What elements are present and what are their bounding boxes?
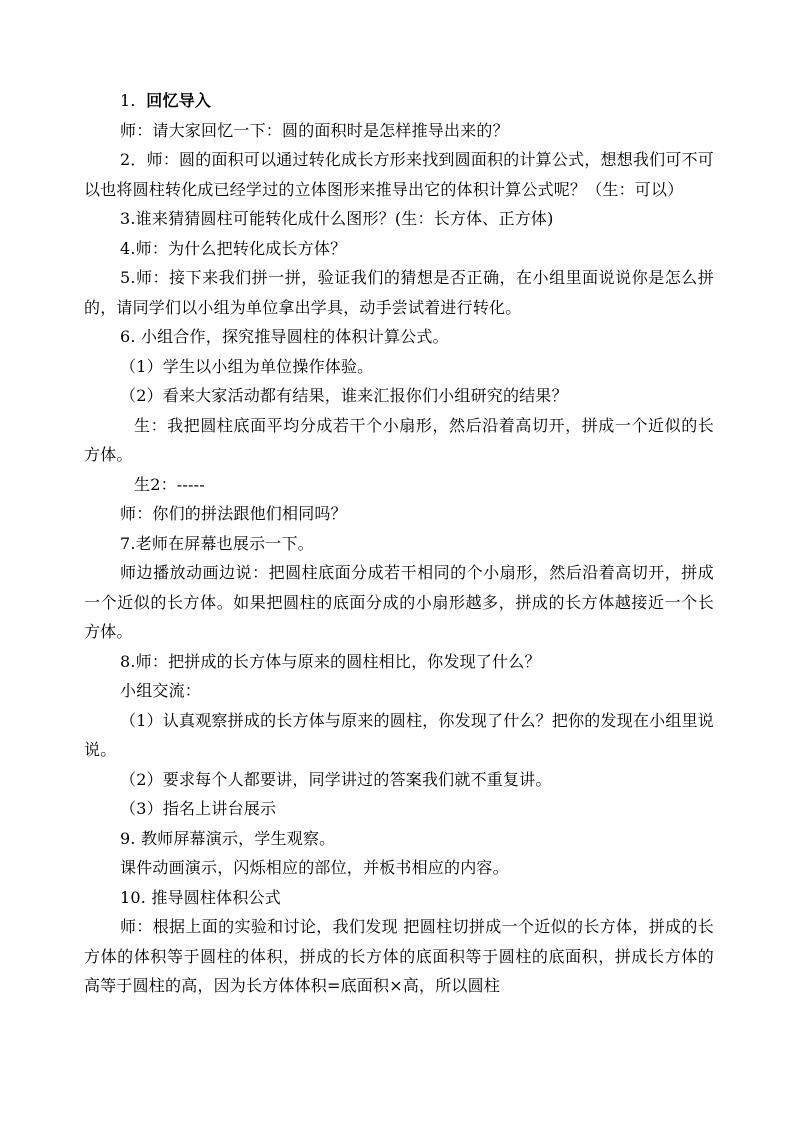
heading-text: 回忆导入 bbox=[146, 91, 212, 110]
list-item: （2）看来大家活动都有结果，谁来汇报你们小组研究的结果？ bbox=[120, 386, 568, 405]
paragraph: 3.谁来猜猜圆柱可能转化成什么图形？(生：长方体、正方体) bbox=[120, 209, 554, 228]
paragraph: 师：请大家回忆一下：圆的面积时是怎样推导出来的？ bbox=[120, 120, 509, 140]
section-heading: 10. 推导圆柱体积公式 bbox=[120, 887, 281, 907]
list-item: （1）认真观察拼成的长方体与原来的圆柱，你发现了什么？把你的发现在小组里说说。 bbox=[84, 710, 714, 759]
list-item: （1）学生以小组为单位操作体验。 bbox=[120, 356, 374, 376]
paragraph: 师边播放动画边说：把圆柱底面分成若干相同的个小扇形，然后沿着高切开，拼成一个近似的长方体。如果把圆柱的底面分成的小扇形越多，拼成的长方体越接近一个长方体。 bbox=[84, 563, 714, 641]
document-body bbox=[84, 86, 714, 1001]
list-item: （3）指名上讲台展示 bbox=[120, 799, 277, 818]
paragraph: 师：你们的拼法跟他们相同吗？ bbox=[120, 504, 347, 523]
paragraph: 课件动画演示，闪烁相应的部位，并板书相应的内容。 bbox=[120, 858, 509, 877]
paragraph: 师：根据上面的实验和讨论，我们发现 把圆柱切拼成一个近似的长方体，拼成的长方体的体积等于圆柱的体积，拼成的长方体的底面积等于圆柱的底面积，拼成长方体的高等于圆柱的高，因为长方体体积=底面积×高，所以圆柱 bbox=[84, 917, 714, 995]
paragraph: 8.师：把拼成的长方体与原来的圆柱相比，你发现了什么？ bbox=[120, 651, 541, 671]
section-heading-recall bbox=[84, 86, 714, 116]
paragraph: 9. 教师屏幕演示，学生观察。 bbox=[120, 828, 336, 848]
paragraph: 4.师：为什么把转化成长方体？ bbox=[120, 238, 347, 258]
paragraph: 7.老师在屏幕也展示一下。 bbox=[120, 533, 314, 553]
list-item: （2）要求每个人都要讲，同学讲过的答案我们就不重复讲。 bbox=[120, 769, 552, 789]
paragraph: 5.师：接下来我们拼一拼，验证我们的猜想是否正确，在小组里面说说你是怎么拼的，请同学们以小组为单位拿出学具，动手尝试着进行转化。 bbox=[84, 268, 714, 317]
paragraph: 2．师：圆的面积可以通过转化成长方形来找到圆面积的计算公式，想想我们可不可以也将圆柱转化成已经学过的立体图形来推导出它的体积计算公式呢？（生：可以） bbox=[84, 150, 714, 199]
paragraph: 6. 小组合作，探究推导圆柱的体积计算公式。 bbox=[120, 327, 449, 346]
paragraph: 小组交流： bbox=[120, 681, 202, 700]
paragraph: 生：我把圆柱底面平均分成若干个小扇形，然后沿着高切开，拼成一个近似的长方体。 bbox=[84, 415, 714, 464]
heading-number: 1. bbox=[120, 91, 136, 110]
paragraph: 生2：----- bbox=[134, 474, 205, 494]
